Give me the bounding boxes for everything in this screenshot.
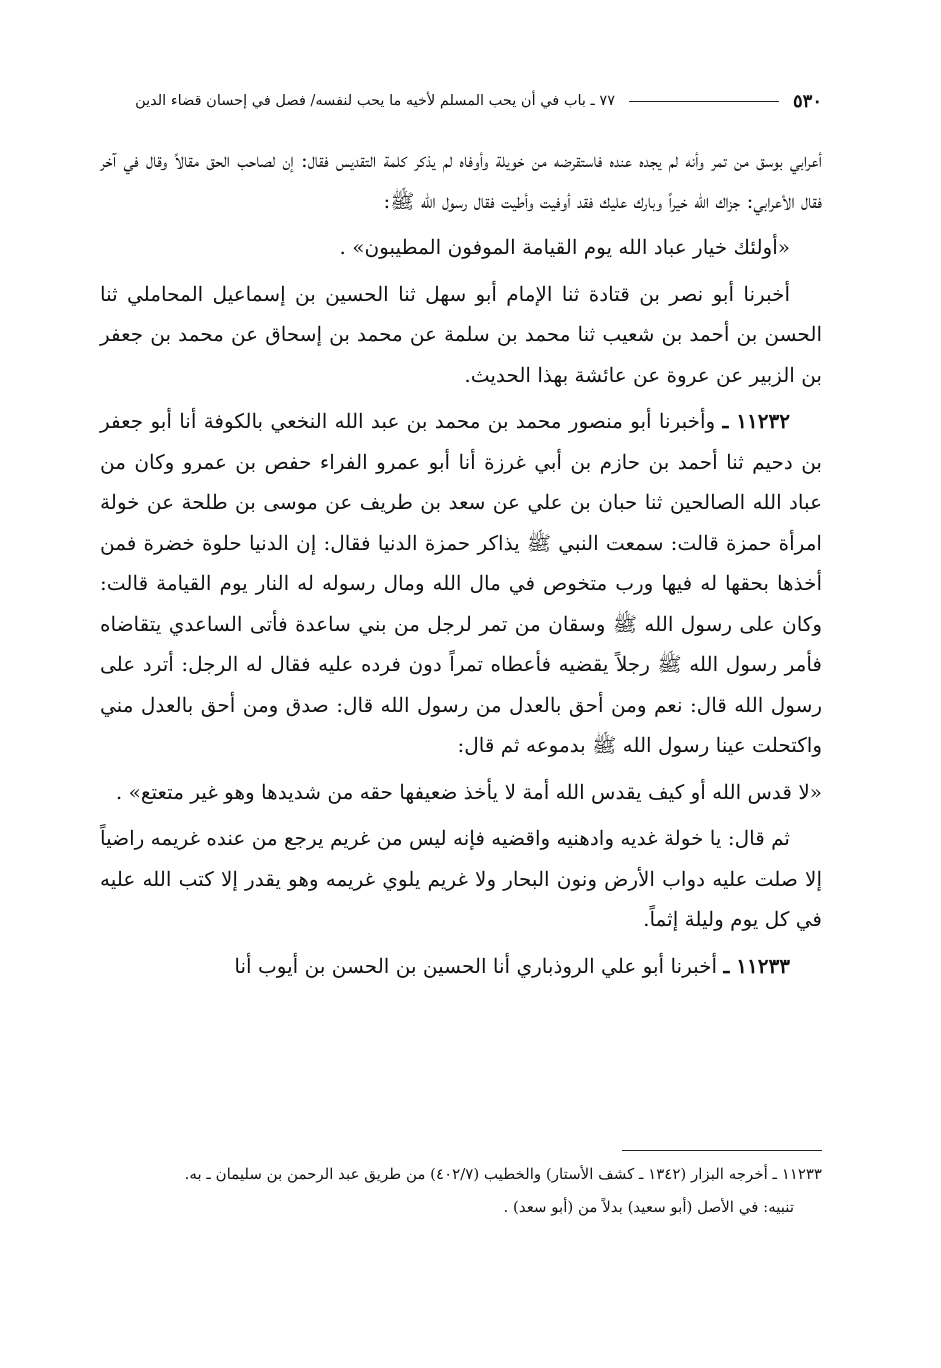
page-number: ٥٣٠: [792, 90, 822, 112]
footnote-2: تنبيه: في الأصل (أبو سعيد) بدلاً من (أبو سعد) .: [503, 1198, 794, 1216]
paragraph-hadith-11232: [100, 401, 822, 766]
hadith-11232-text: وأخبرنا أبو منصور محمد بن محمد بن عبد الله النخعي بالكوفة أنا أبو جعفر بن دحيم ثنا أحمد بن حازم بن أبي غرزة أنا أبو عمرو الفراء حفص بن عمرو وكان من عباد الله الصالحين ثنا حبان بن علي عن سعد بن طريف عن موسى بن طلحة عن خولة امرأة حمزة قالت: سمعت النبي ﷺ يذاكر حمزة الدنيا فقال: إن الدنيا حلوة خضرة فمن أخذها بحقها له فيها ورب متخوص في مال الله ومال رسوله له النار يوم القيامة قالت: وكان على رسول الله ﷺ وسقان من تمر لرجل من بني ساعدة فأتى الساعدي يتقاضاه فأمر رسول الله ﷺ رجلاً يقضيه فأعطاه تمراً دون فرده عليه فقال له الرجل: أترد على رسول الله قال: نعم ومن أحق بالعدل من رسول الله قال: صدق ومن أحق بالعدل مني واكتحلت عينا رسول الله ﷺ بدموعه ثم قال:: [100, 409, 822, 757]
footnote-1: ١١٢٣٣ ـ أخرجه البزار (١٣٤٢ ـ كشف الأستار) والخطيب (٤٠٢/٧) من طريق عبد الرحمن بن سليمان ـ به.: [184, 1165, 822, 1183]
footnotes: [100, 1158, 822, 1224]
paragraph-quote: «لا قدس الله أو كيف يقدس الله أمة لا يأخذ ضعيفها حقه من شديدها وهو غير متعتع» .: [115, 779, 822, 804]
hadith-number-11233: ١١٢٣٣ ـ: [723, 953, 790, 978]
footnote-rule: [622, 1150, 822, 1151]
paragraph-hadith-11233: [100, 946, 822, 987]
paragraph-6: ثم قال: يا خولة غديه وادهنيه واقضيه فإنه ليس من غريم يرجع من عنده غريمه راضياً إلا صلت عليه دواب الأرض ونون البحار ولا غريم يلوي غريمه وهو يقدر إلا كتب الله عليه في كل يوم وليلة إثماً.: [100, 826, 822, 931]
header-rule: [629, 101, 779, 102]
hadith-11233-text: أخبرنا أبو علي الروذباري أنا الحسين بن الحسن بن أيوب أنا: [234, 953, 718, 978]
main-text: [100, 140, 822, 986]
page-header: [100, 84, 822, 118]
hadith-number-11232: ١١٢٣٢ ـ: [722, 409, 790, 433]
running-title: ٧٧ ـ باب في أن يحب المسلم لأخيه ما يحب لنفسه/ فصل في إحسان قضاء الدين: [135, 93, 615, 109]
paragraph-2: «أولئك خيار عباد الله يوم القيامة الموفون المطيبون» .: [339, 235, 790, 259]
paragraph-1: أعرابي بوسق من تمر وأنه لم يجده عنده فاستقرضه من خويلة وأوفاه لم يذكر كلمة التقديس فقال: إن لصاحب الحق مقالاً وقال في آخر فقال الأعرابي: جزاك الله خيراً وبارك عليك فقد أوفيت وأطيت فقال رسول الله ﷺ:: [100, 148, 822, 213]
paragraph-3: أخبرنا أبو نصر بن قتادة ثنا الإمام أبو سهل ثنا الحسين بن إسماعيل المحاملي ثنا الحسن بن أحمد بن شعيب ثنا محمد بن سلمة عن محمد بن إسحاق عن محمد بن جعفر بن الزبير عن عروة عن عائشة بهذا الحديث.: [100, 281, 822, 387]
